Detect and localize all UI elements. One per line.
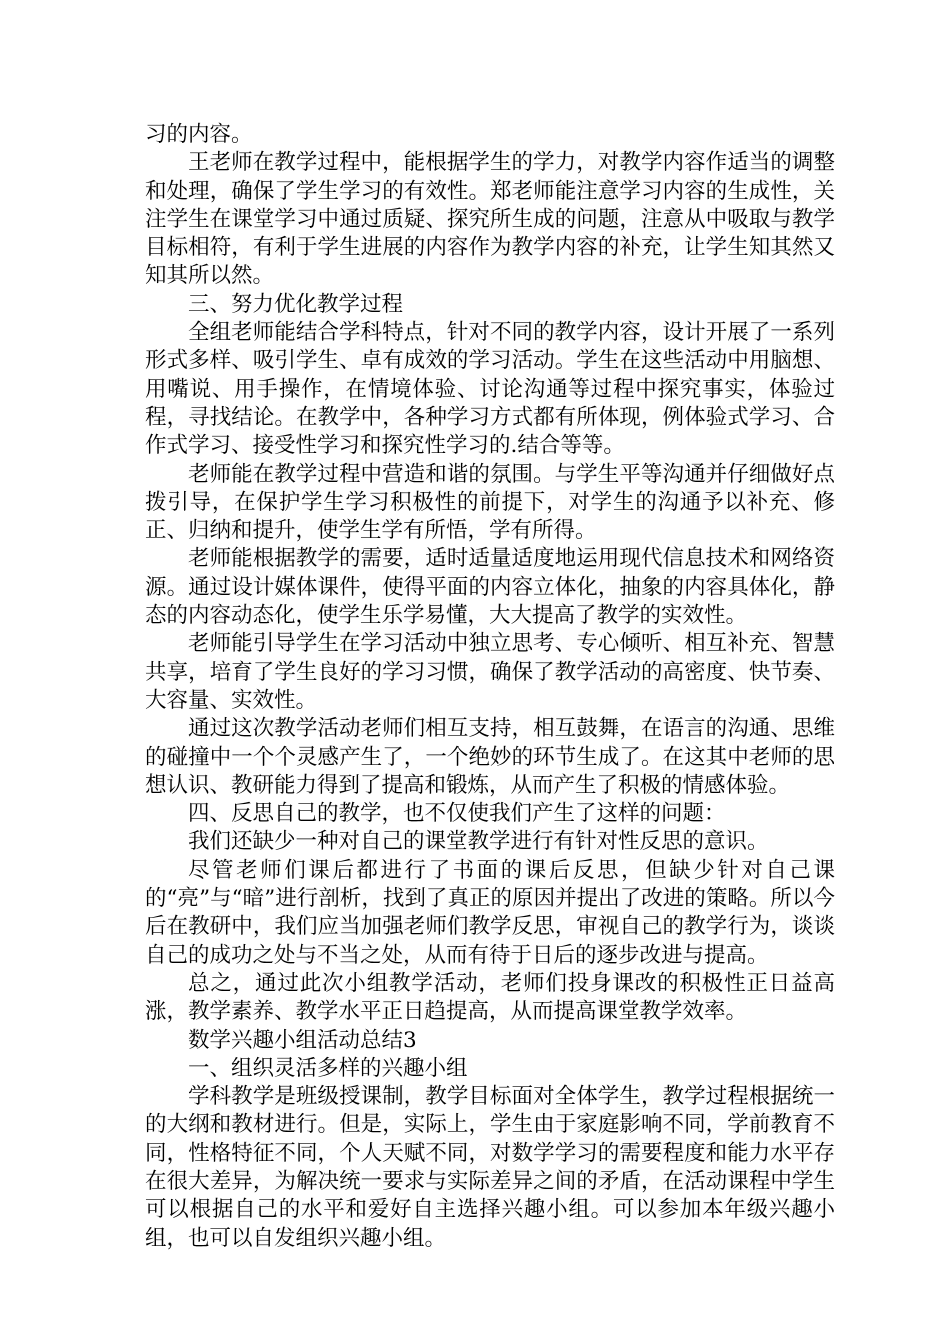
paragraph-interest-groups: 学科教学是班级授课制，教学目标面对全体学生，教学过程根据统一的大纲和教材进行。但是，实际上，学生由于家庭影响不同，学前教育不同，性格特征不同，个人天赋不同，对数学学习的需要程度和能力水平存在很大差异，为解决统一要求与实际差异之间的矛盾，在活动课程中学生可以根据自己的水平和爱好自主选择兴趣小组。可以参加本年级兴趣小组，也可以自发组织兴趣小组。 (145, 1084, 835, 1251)
paragraph-conclusion: 总之，通过此次小组教学活动，老师们投身课改的积极性正日益高涨，教学素养、教学水平正日趋提高，从而提高课堂教学效率。 (145, 970, 835, 1025)
document-body (145, 121, 835, 1253)
paragraph-habits: 老师能引导学生在学习活动中独立思考、专心倾听、相互补充、智慧共享，培育了学生良好的学习习惯，确保了教学活动的高密度、快节奏、大容量、实效性。 (145, 631, 835, 713)
paragraph-reflection-lack: 我们还缺少一种对自己的课堂教学进行有针对性反思的意识。 (188, 829, 769, 855)
paragraph-learning-activities: 全组老师能结合学科特点，针对不同的教学内容，设计开展了一系列形式多样、吸引学生、卓有成效的学习活动。学生在这些活动中用脑想、用嘴说、用手操作，在情境体验、讨论沟通等过程中探究事实，体验过程，寻找结论。在教学中，各种学习方式都有所体现，例体验式学习、合作式学习、接受性学习和探究性学习的.结合等等。 (145, 320, 835, 459)
section-heading-3: 三、努力优化教学过程 (188, 291, 404, 317)
section-heading-1: 一、组织灵活多样的兴趣小组 (188, 1055, 468, 1081)
paragraph-continued: 习的内容。 (145, 122, 253, 147)
paragraph-mutual-support: 通过这次教学活动老师们相互支持，相互鼓舞，在语言的沟通、思维的碰撞中一个个灵感产生了，一个绝妙的环节生成了。在这其中老师的思想认识、教研能力得到了提高和锻炼，从而产生了积极的情感体验。 (145, 716, 835, 798)
paragraph-technology: 老师能根据教学的需要，适时适量适度地运用现代信息技术和网络资源。通过设计媒体课件，使得平面的内容立体化，抽象的内容具体化，静态的内容动态化，使学生乐学易懂，大大提高了教学的实效性。 (145, 546, 835, 629)
paragraph-reflection-detail: 尽管老师们课后都进行了书面的课后反思，但缺少针对自己课的“亮”与“暗”进行剖析，找到了真正的原因并提出了改进的策略。所以今后在教研中，我们应当加强老师们教学反思，审视自己的教学行为，谈谈自己的成功之处与不当之处，从而有待于日后的逐步改进与提高。 (145, 857, 835, 968)
document-subtitle: 数学兴趣小组活动总结3 (188, 1027, 417, 1053)
section-heading-4: 四、反思自己的教学，也不仅使我们产生了这样的问题： (188, 801, 726, 827)
paragraph-atmosphere: 老师能在教学过程中营造和谐的氛围。与学生平等沟通并仔细做好点拨引导，在保护学生学习积极性的前提下，对学生的沟通予以补充、修正、归纳和提升，使学生学有所悟，学有所得。 (145, 461, 835, 544)
paragraph-teacher-wang: 王老师在教学过程中，能根据学生的学力，对教学内容作适当的调整和处理，确保了学生学习的有效性。郑老师能注意学习内容的生成性，关注学生在课堂学习中通过质疑、探究所生成的问题，注意从中吸取与教学目标相符，有利于学生进展的内容作为教学内容的补充，让学生知其然又知其所以然。 (145, 150, 835, 289)
